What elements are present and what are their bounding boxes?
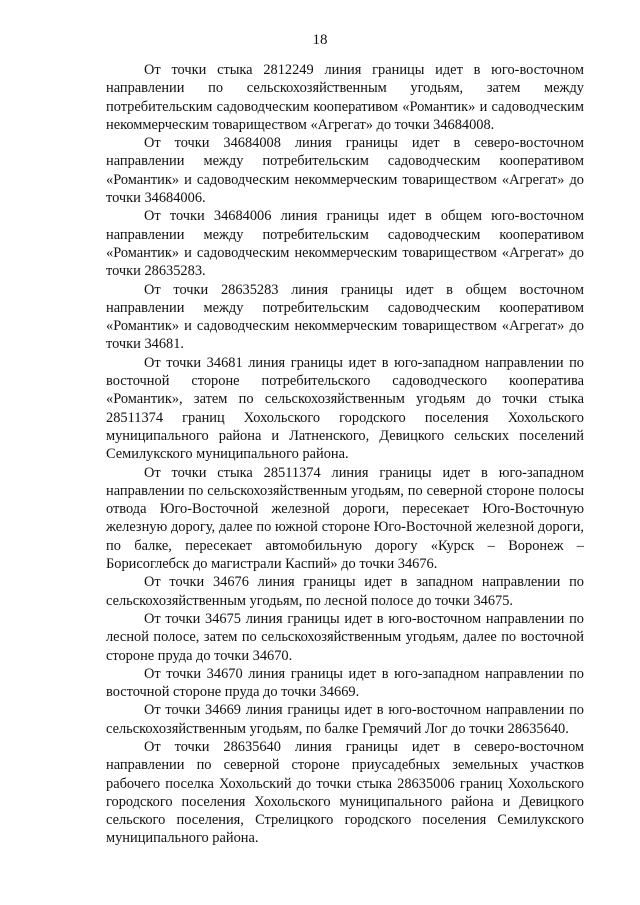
- paragraph: От точки стыка 2812249 линия границы идет в юго-восточном направлении по сельскохозяйственным угодьям, затем между потребительским садоводческим кооперативом «Романтик» и садоводческим некоммерческим товариществом «Агрегат» до точки 34684008.: [106, 62, 584, 133]
- paragraph: От точки 34670 линия границы идет в юго-западном направлении по восточной стороне пруда до точки 34669.: [106, 665, 584, 701]
- paragraph: От точки 34681 линия границы идет в юго-западном направлении по восточной стороне потребительского садоводческого кооператива «Романтик», затем по сельскохозяйственным угодьям до точки стыка 28511374 границ Хохольского городского поселения Хохольского муниципального района и Латненского, Девицкого сельских поселений Семилукского муниципального района.: [106, 354, 584, 463]
- page-number: 18: [312, 32, 328, 48]
- paragraph: От точки 34684006 линия границы идет в общем юго-восточном направлении между потребительским садоводческим кооперативом «Романтик» и садоводческим некоммерческим товариществом «Агрегат» до точки 28635283.: [106, 208, 584, 280]
- paragraph: От точки 28635283 линия границы идет в общем восточном направлении между потребительским садоводческим кооперативом «Романтик» и садоводческим некоммерческим товариществом «Агрегат» до точки 34681.: [106, 281, 584, 353]
- paragraph: От точки 34676 линия границы идет в западном направлении по сельскохозяйственным угодьям, по лесной полосе до точки 34675.: [106, 574, 584, 609]
- document-body: [106, 61, 584, 848]
- paragraph: От точки 28635640 линия границы идет в северо-восточном направлении по северной стороне приусадебных земельных участков рабочего поселка Хохольский до точки стыка 28635006 границ Хохольского городского поселения Хохольского муниципального района и Девицкого сельского поселения, Стрелицкого городского поселения Семилукского муниципального района.: [106, 738, 584, 847]
- paragraph: От точки 34684008 линия границы идет в северо-восточном направлении между потребительским садоводческим кооперативом «Романтик» и садоводческим некоммерческим товариществом «Агрегат» до точки 34684006.: [106, 135, 584, 207]
- paragraph: От точки 34669 линия границы идет в юго-восточном направлении по сельскохозяйственным угодьям, по балке Гремячий Лог до точки 28635640.: [106, 702, 584, 737]
- paragraph: От точки 34675 линия границы идет в юго-восточном направлении по лесной полосе, затем по сельскохозяйственным угодьям, далее по восточной стороне пруда до точки 34670.: [106, 610, 584, 664]
- paragraph: От точки стыка 28511374 линия границы идет в юго-западном направлении по сельскохозяйственным угодьям, по северной стороне полосы отвода Юго-Восточной железной дороги, пересекает Юго-Восточную железную дорогу, далее по южной стороне Юго-Восточной железной дороги, по балке, пересекает автомобильную дорогу «Курск – Воронеж – Борисоглебск до магистрали Каспий» до точки 34676.: [106, 464, 584, 573]
